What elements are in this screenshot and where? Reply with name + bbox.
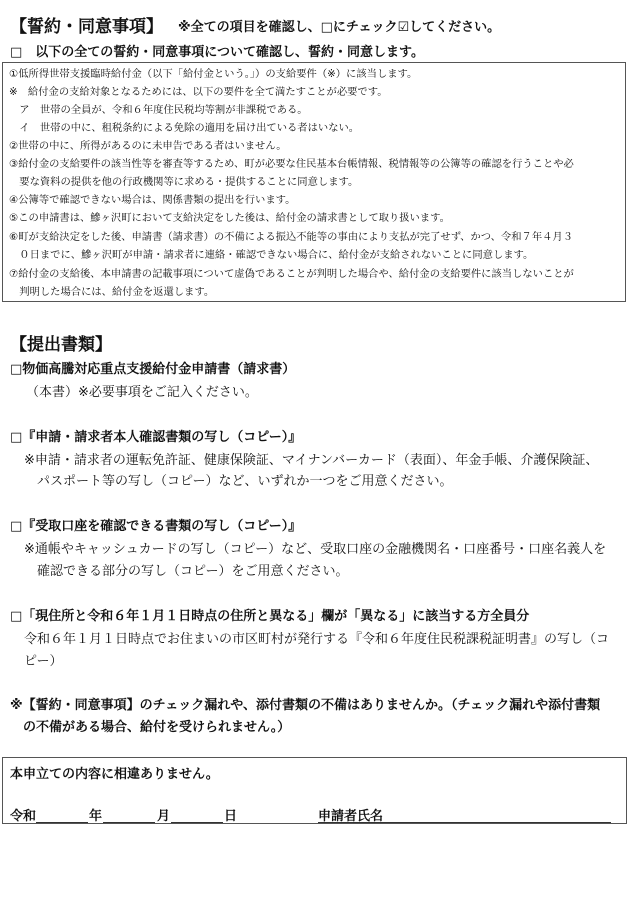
pledge-instruction: ※全ての項目を確認し、□にチェック☑してください。 bbox=[178, 20, 501, 35]
document-desc: 令和６年１月１日時点でお住まいの市区町村が発行する『令和６年度住民税課税証明書』の写し（コ bbox=[24, 632, 610, 647]
pledge-line: ０日までに、鰺ヶ沢町が申請・請求者に連絡・確認できない場合に、給付金が支給されないことに同意します。 bbox=[9, 249, 534, 261]
era-label: 令和 bbox=[10, 809, 37, 824]
document-desc: ピー） bbox=[24, 654, 63, 669]
document-item-identity[interactable]: □『申請・請求者本人確認書類の写し（コピー）』 bbox=[10, 430, 302, 445]
document-item-application[interactable]: □物価高騰対応重点支援給付金申請書（請求書） bbox=[10, 362, 296, 377]
month-field[interactable] bbox=[103, 822, 155, 823]
warning-note: の不備がある場合、給付を受けられません。） bbox=[10, 720, 291, 735]
day-label: 日 bbox=[224, 809, 238, 824]
document-item-tax-certificate[interactable]: □「現住所と令和６年１月１日時点の住所と異なる」欄が「異なる」に該当する方全員分 bbox=[10, 609, 530, 624]
pledge-agree-checkbox[interactable]: □ 以下の全ての誓約・同意事項について確認し、誓約・同意します。 bbox=[10, 45, 424, 60]
pledge-heading: 【誓約・同意事項】 bbox=[10, 17, 163, 37]
pledge-line: ⑦給付金の支給後、本申請書の記載事項について虚偽であることが判明した場合や、給付金の支給要件に該当しないことが bbox=[9, 268, 574, 280]
document-desc: パスポート等の写し（コピー）など、いずれか一つをご用意ください。 bbox=[24, 474, 453, 489]
declaration-box bbox=[2, 757, 627, 824]
year-field[interactable] bbox=[36, 822, 88, 823]
documents-heading: 【提出書類】 bbox=[10, 335, 112, 355]
year-label: 年 bbox=[89, 809, 103, 824]
pledge-line: ④公簿等で確認できない場合は、関係書類の提出を行います。 bbox=[9, 194, 296, 206]
pledge-line: ※ 給付金の支給対象となるためには、以下の要件を全て満たすことが必要です。 bbox=[9, 86, 388, 98]
pledge-terms-box bbox=[2, 62, 626, 302]
pledge-line: イ 世帯の中に、租税条約による免除の適用を届け出ている者はいない。 bbox=[9, 122, 360, 134]
pledge-line: 要な資料の提供を他の行政機関等に求める・提供することに同意します。 bbox=[9, 176, 359, 188]
declaration-statement: 本申立ての内容に相違ありません。 bbox=[10, 767, 219, 782]
day-field[interactable] bbox=[171, 822, 223, 823]
pledge-line: ②世帯の中に、所得があるのに未申告である者はいません。 bbox=[9, 140, 287, 152]
applicant-name-label: 申請者氏名 bbox=[318, 809, 384, 824]
document-item-bank-account[interactable]: □『受取口座を確認できる書類の写し（コピー）』 bbox=[10, 519, 302, 534]
warning-note: ※【誓約・同意事項】のチェック漏れや、添付書類の不備はありませんか。（チェック漏れや添付書類 bbox=[10, 698, 601, 713]
pledge-line: 判明した場合には、給付金を返還します。 bbox=[9, 286, 215, 298]
pledge-line: ③給付金の支給要件の該当性等を審査等するため、町が必要な住民基本台帳情報、税情報等の公簿等の確認を行うことや必 bbox=[9, 158, 574, 170]
pledge-line: ア 世帯の全員が、令和６年度住民税均等割が非課税である。 bbox=[9, 104, 308, 116]
document-desc: ※申請・請求者の運転免許証、健康保険証、マイナンバーカード（表面）、年金手帳、介護保険証、 bbox=[24, 453, 599, 468]
pledge-line: ⑥町が支給決定をした後、申請書（請求書）の不備による振込不能等の事由により支払が完了せず、かつ、令和７年４月３ bbox=[9, 231, 574, 243]
pledge-line: ⑤この申請書は、鰺ヶ沢町において支給決定をした後は、給付金の請求書として取り扱います。 bbox=[9, 212, 450, 224]
month-label: 月 bbox=[157, 809, 171, 824]
pledge-line: ①低所得世帯支援臨時給付金（以下「給付金という。」）の支給要件（※）に該当します。 bbox=[9, 68, 418, 80]
document-desc: （本書）※必要事項をご記入ください。 bbox=[26, 385, 258, 400]
document-desc: ※通帳やキャッシュカードの写し（コピー）など、受取口座の金融機関名・口座番号・口座名義人を bbox=[24, 542, 607, 557]
applicant-name-field[interactable] bbox=[318, 822, 611, 823]
document-desc: 確認できる部分の写し（コピー）をご用意ください。 bbox=[24, 564, 349, 579]
